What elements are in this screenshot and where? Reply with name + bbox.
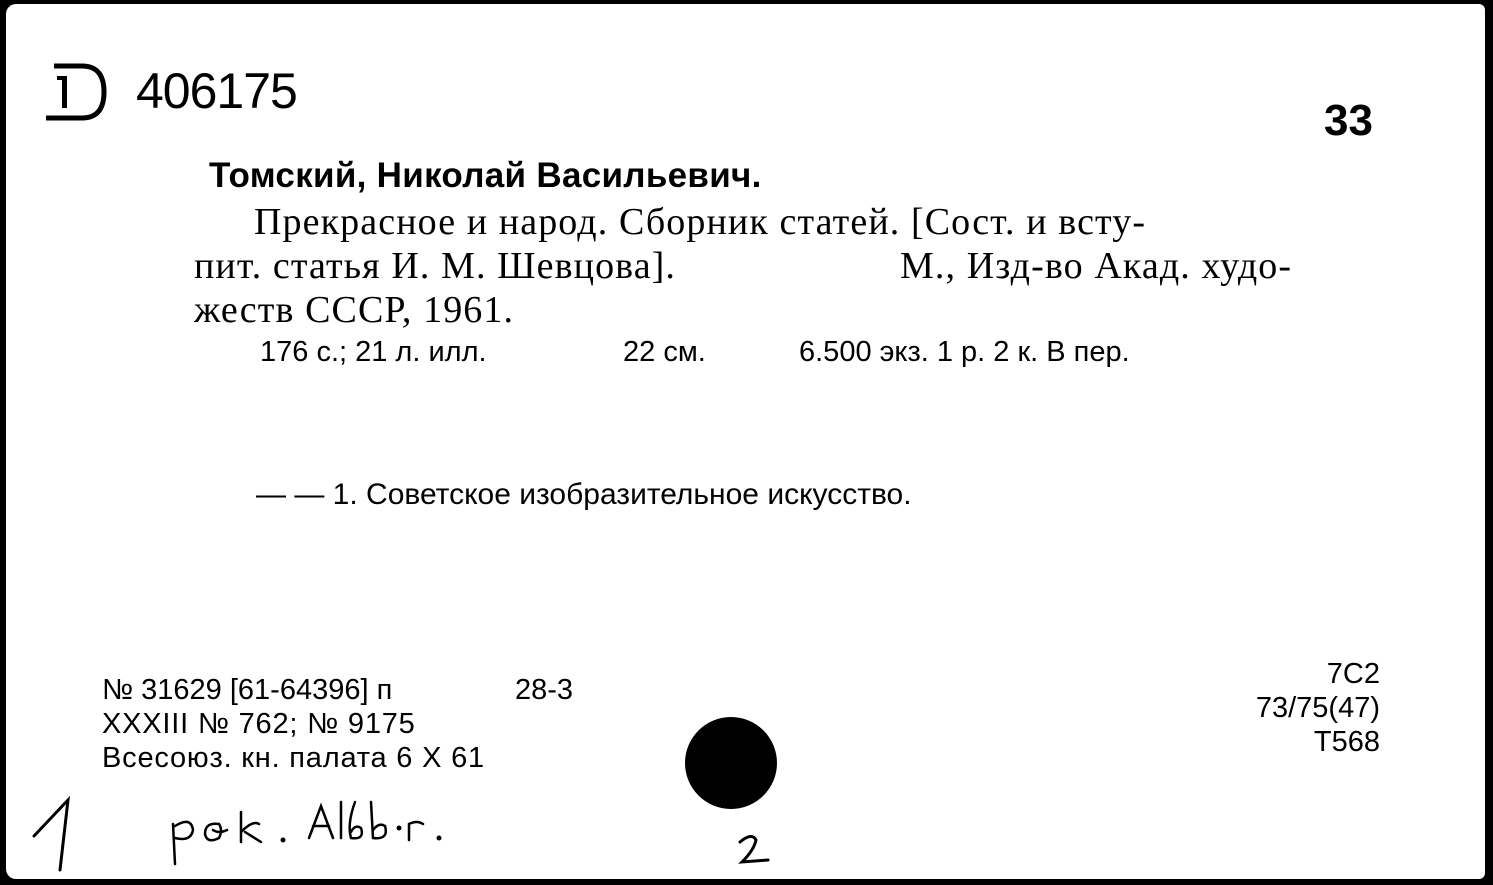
classification-line-3: Т568 [1313, 726, 1380, 758]
accession-number: 406175 [136, 63, 297, 119]
catalog-card [6, 4, 1485, 879]
description-line-1: Прекрасное и народ. Сборник статей. [Сост. и всту- [254, 201, 1147, 243]
physical-price: 6.500 экз. 1 р. 2 к. В пер. [799, 336, 1130, 368]
punch-hole [685, 717, 777, 809]
registry-code: 28-3 [515, 674, 574, 706]
physical-pages: 176 с.; 21 л. илл. [260, 336, 487, 368]
physical-size: 22 см. [623, 336, 706, 368]
subject-heading: — — 1. Советское изобразительное искусство. [256, 478, 912, 511]
description-line-3: жеств СССР, 1961. [194, 289, 515, 331]
description-line-2b: М., Изд-во Акад. худо- [900, 245, 1293, 287]
page-number: 33 [1324, 96, 1373, 145]
copy-mark-icon [42, 56, 112, 126]
registry-line-2: XXXIII № 762; № 9175 [102, 708, 416, 740]
author-heading: Томский, Николай Васильевич. [209, 156, 762, 195]
handwritten-mark [734, 830, 784, 870]
classification-line-1: 7С2 [1326, 658, 1380, 690]
description-line-2: пит. статья И. М. Шевцова]. [194, 245, 677, 287]
handwritten-location [161, 794, 461, 869]
registry-line-1: № 31629 [61-64396] п [102, 674, 393, 706]
classification-line-2: 73/75(47) [1255, 692, 1380, 724]
registry-line-3: Всесоюз. кн. палата 6 X 61 [102, 742, 485, 774]
handwritten-count [26, 794, 86, 874]
